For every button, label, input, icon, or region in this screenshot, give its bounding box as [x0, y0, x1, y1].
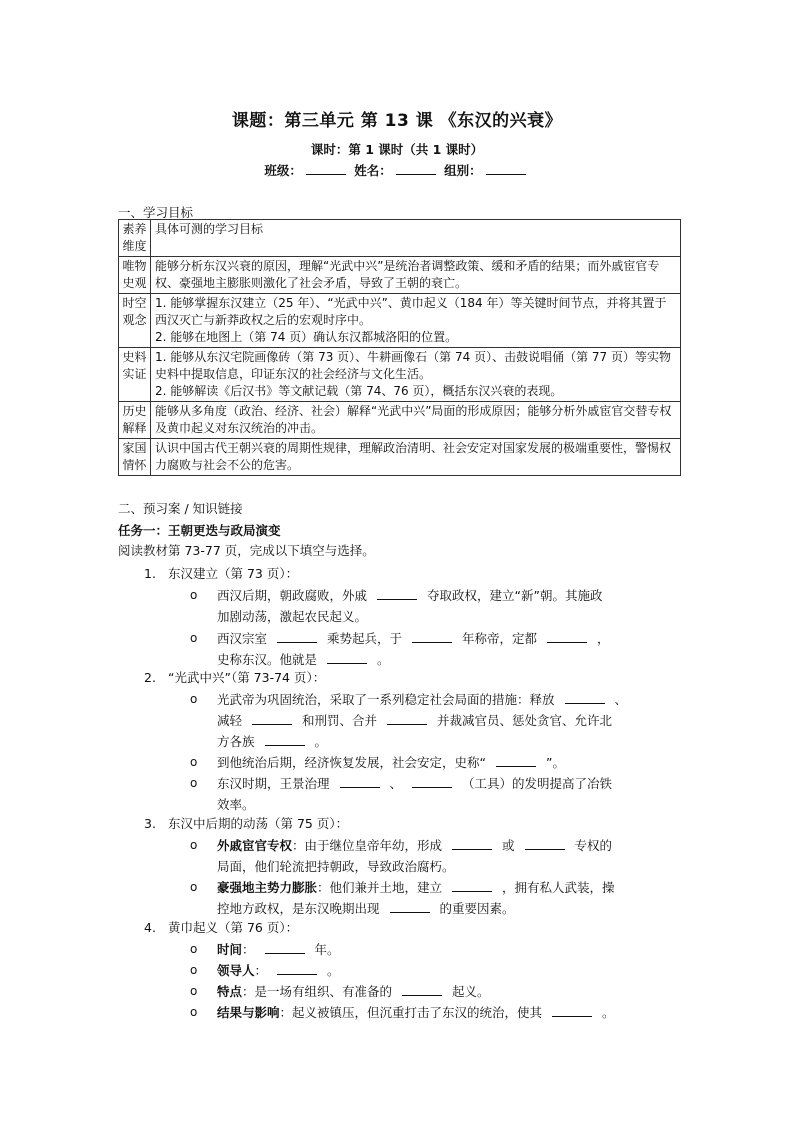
fill-blank[interactable] [525, 837, 565, 850]
bullet-circle-icon: o [190, 692, 198, 706]
fill-blank[interactable] [265, 941, 305, 954]
table-row [119, 402, 681, 439]
fill-blank[interactable] [252, 712, 292, 725]
table-row [119, 257, 681, 294]
bullet-item: o 结果与影响：起义被镇压，但沉重打击了东汉的统治，使其 。 [190, 1002, 670, 1023]
bullet-circle-icon: o [190, 942, 198, 956]
row-category: 史料实证 [119, 348, 151, 402]
fill-blank[interactable] [552, 1004, 592, 1017]
item-number: 3. [144, 816, 156, 831]
list-item [144, 564, 298, 584]
page-title: 课题：第三单元 第 13 课 《东汉的兴衰》 [231, 111, 563, 131]
row-content [151, 294, 681, 348]
class-label: 班级： [264, 163, 302, 178]
list-item [144, 814, 348, 834]
row-category: 历史解释 [119, 402, 151, 439]
lesson-time: 课时：第 1 课时（共 1 课时） [310, 142, 484, 157]
item-number: 4. [144, 920, 156, 935]
bullet-item: o 时间： 年。 [190, 939, 670, 960]
row-content [151, 348, 681, 402]
table-row [119, 348, 681, 402]
row-category: 家国情怀 [119, 439, 151, 476]
fill-blank[interactable] [565, 691, 605, 704]
bullet-item: o 光武帝为巩固统治，采取了一系列稳定社会局面的措施：释放 、 减轻 和刑罚、合并 并裁减官员、惩处贪官、允许北 方各族 。 [190, 689, 670, 752]
fill-blank[interactable] [402, 983, 442, 996]
fill-blank[interactable] [547, 630, 587, 643]
table-row [119, 439, 681, 476]
fill-blank[interactable] [390, 900, 430, 913]
item-title: “光武中兴”（第 73-74 页）： [168, 670, 326, 685]
item-title: 东汉中后期的动荡（第 75 页）： [168, 816, 349, 831]
bullet-circle-icon: o [190, 984, 198, 998]
fill-blank[interactable] [277, 962, 317, 975]
name-label: 姓名： [354, 163, 392, 178]
class-blank[interactable] [306, 162, 346, 175]
bullet-item: o 特点：是一场有组织、有准备的 起义。 [190, 981, 670, 1002]
bullet-circle-icon: o [190, 963, 198, 977]
fill-blank[interactable] [377, 587, 417, 600]
row-category: 唯物史观 [119, 257, 151, 294]
table-row [119, 294, 681, 348]
fill-blank[interactable] [452, 879, 492, 892]
bullet-circle-icon: o [190, 631, 198, 645]
bullet-item: o 豪强地主势力膨胀：他们兼并土地，建立 ，拥有私人武装，操 控地方政权，是东汉晚期出现 的重要因素。 [190, 877, 670, 919]
bullet-item: o 西汉宗室 乘势起兵，于 年称帝，定都 ， 史称东汉。他就是 。 [190, 628, 670, 670]
fill-blank[interactable] [327, 651, 367, 664]
row-line: 2. 能够在地图上（第 74 页）确认东汉都城洛阳的位置。 [155, 330, 458, 344]
group-label: 组别： [444, 163, 482, 178]
fill-blank[interactable] [340, 775, 380, 788]
name-blank[interactable] [396, 162, 436, 175]
table-header-row [119, 220, 681, 257]
bullet-item: o 西汉后期，朝政腐败，外戚 夺取政权，建立“新”朝。其施政 加剧动荡，激起农民起义。 [190, 585, 670, 627]
row-line: 2. 能够解读《后汉书》等文献记载（第 74、76 页），概括东汉兴衰的表现。 [155, 384, 563, 398]
section2-heading: 二、预习案 / 知识链接 [118, 501, 243, 516]
group-blank[interactable] [486, 162, 526, 175]
row-content: 能够从多角度（政治、经济、社会）解释“光武中兴”局面的形成原因；能够分析外戚宦官交替专权及黄巾起义对东汉统治的冲击。 [151, 402, 681, 439]
row-category: 时空观念 [119, 294, 151, 348]
bullet-item: o 外戚宦官专权：由于继位皇帝年幼，形成 或 专权的 局面，他们轮流把持朝政，导致政治腐朽。 [190, 835, 670, 877]
bullet-circle-icon: o [190, 755, 198, 769]
row-line: 1. 能够掌握东汉建立（25 年）、“光武中兴”、黄巾起义（184 年）等关键时间节点，并将其置于西汉灭亡与新莽政权之后的宏观时序中。 [155, 296, 667, 327]
fill-blank[interactable] [265, 733, 305, 746]
row-content: 认识中国古代王朝兴衰的周期性规律，理解政治清明、社会安定对国家发展的极端重要性，警惕权力腐败与社会不公的危害。 [151, 439, 681, 476]
bullet-circle-icon: o [190, 588, 198, 602]
row-line: 1. 能够从东汉宅院画像砖（第 73 页）、牛耕画像石（第 74 页）、击鼓说唱俑（第 77 页）等实物史料中提取信息，印证东汉的社会经济与文化生活。 [155, 350, 671, 381]
fill-blank[interactable] [496, 754, 536, 767]
fill-blank[interactable] [452, 837, 492, 850]
fill-blank[interactable] [277, 630, 317, 643]
list-item [144, 668, 325, 688]
item-number: 1. [144, 566, 156, 581]
fill-blank[interactable] [387, 712, 427, 725]
table-header-content: 具体可测的学习目标 [151, 220, 681, 257]
item-title: 东汉建立（第 73 页）： [168, 566, 299, 581]
bullet-item: o 领导人： 。 [190, 960, 670, 981]
goals-table [118, 219, 681, 476]
section1-heading: 一、学习目标 [118, 205, 194, 220]
item-number: 2. [144, 670, 156, 685]
table-header-category: 素养维度 [119, 220, 151, 257]
bullet-item: o 东汉时期，王景治理 、 （工具）的发明提高了冶铁 效率。 [190, 773, 670, 815]
row-content: 能够分析东汉兴衰的原因，理解“光武中兴”是统治者调整政策、缓和矛盾的结果；而外戚宦官专权、豪强地主膨胀则激化了社会矛盾，导致了王朝的衰亡。 [151, 257, 681, 294]
fill-blank[interactable] [412, 630, 452, 643]
bullet-circle-icon: o [190, 838, 198, 852]
task-title: 任务一：王朝更迭与政局演变 [118, 523, 281, 538]
bullet-circle-icon: o [190, 1005, 198, 1019]
fill-blank[interactable] [412, 775, 452, 788]
bullet-item: o 到他统治后期，经济恢复发展，社会安定，史称“ ”。 [190, 752, 670, 773]
student-info-line [0, 161, 794, 179]
bullet-circle-icon: o [190, 880, 198, 894]
list-item [144, 918, 298, 938]
task-intro: 阅读教材第 73-77 页，完成以下填空与选择。 [118, 543, 375, 558]
item-title: 黄巾起义（第 76 页）： [168, 920, 299, 935]
bullet-circle-icon: o [190, 776, 198, 790]
